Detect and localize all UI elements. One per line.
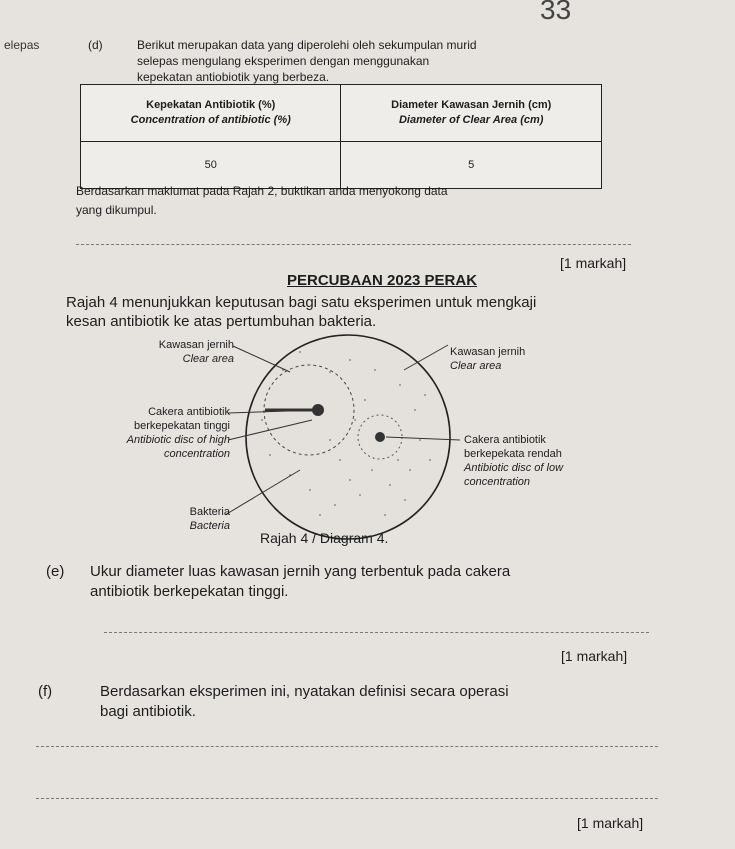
marks-d: [1 markah] <box>560 255 627 271</box>
label-clear-area-left-ms: Kawasan jernih <box>158 339 234 351</box>
question-f-line2: bagi antibiotik. <box>100 703 196 720</box>
answer-line-e[interactable] <box>104 632 649 633</box>
intro-line2: kesan antibiotik ke atas pertumbuhan bakteria. <box>66 313 377 330</box>
header-concentration-ms: Kepekatan Antibiotik (%) <box>146 99 276 111</box>
label-clear-area-left-en: Clear area <box>182 353 234 365</box>
label-bacteria-ms: Bakteria <box>189 506 230 518</box>
label-low-disc-en-2: concentration <box>464 476 531 488</box>
header-concentration-en: Concentration of antibiotic (%) <box>130 114 291 126</box>
question-f-line1: Berdasarkan eksperimen ini, nyatakan definisi secara operasi <box>100 683 509 700</box>
diagram-caption: Rajah 4 / Diagram 4. <box>260 530 389 546</box>
label-clear-area-right-ms: Kawasan jernih <box>450 346 526 358</box>
label-low-disc <box>464 433 563 489</box>
label-high-disc-ms-1: Cakera antibiotik <box>148 406 230 418</box>
cell-diameter: 5 <box>341 142 602 189</box>
header-diameter-ms: Diameter Kawasan Jernih (cm) <box>391 99 552 111</box>
answer-line-f-2[interactable] <box>36 798 658 799</box>
question-d-line2: selepas mengulang eksperimen dengan menggunakan <box>137 54 430 68</box>
label-high-disc-ms-2: berkepekatan tinggi <box>133 420 230 432</box>
header-diameter-en: Diameter of Clear Area (cm) <box>398 114 544 126</box>
label-clear-area-left <box>120 338 234 366</box>
antibiotic-disc-low <box>375 432 385 442</box>
label-low-disc-ms-1: Cakera antibiotik <box>464 434 546 446</box>
label-bacteria-en: Bacteria <box>189 520 230 532</box>
label-clear-area-right <box>450 345 525 373</box>
label-high-disc <box>70 405 230 461</box>
label-low-disc-ms-2: berkepekata rendah <box>464 448 562 460</box>
question-d-instruction-1: Berdasarkan maklumat pada Rajah 2, buktikan anda menyokong data <box>76 184 448 198</box>
question-e-line2: antibiotik berkepekatan tinggi. <box>90 583 289 600</box>
label-high-disc-en-1: Antibiotic disc of high <box>126 434 230 446</box>
question-f-label: (f) <box>38 683 53 700</box>
question-d-line3: kepekatan antiobiotik yang berbeza. <box>137 70 330 84</box>
answer-line-f-1[interactable] <box>36 746 658 747</box>
label-high-disc-en-2: concentration <box>163 448 230 460</box>
intro-line1: Rajah 4 menunjukkan keputusan bagi satu eksperimen untuk mengkaji <box>66 294 537 311</box>
question-d-line1: Berikut merupakan data yang diperolehi oleh sekumpulan murid <box>137 38 477 52</box>
label-bacteria <box>150 505 230 533</box>
section-heading: PERCUBAAN 2023 PERAK <box>287 272 478 289</box>
label-clear-area-right-en: Clear area <box>450 360 502 372</box>
page-number: 33 <box>540 0 572 25</box>
marks-e: [1 markah] <box>561 648 628 664</box>
cell-concentration: 50 <box>81 142 341 189</box>
question-e-label: (e) <box>46 563 65 580</box>
label-low-disc-en-1: Antibiotic disc of low <box>464 462 564 474</box>
question-e-line1: Ukur diameter luas kawasan jernih yang terbentuk pada cakera <box>90 563 511 580</box>
question-d-instruction-2: yang dikumpul. <box>76 203 157 217</box>
marks-f: [1 markah] <box>577 815 644 831</box>
margin-note: elepas <box>4 38 40 52</box>
question-d-label: (d) <box>88 38 103 52</box>
